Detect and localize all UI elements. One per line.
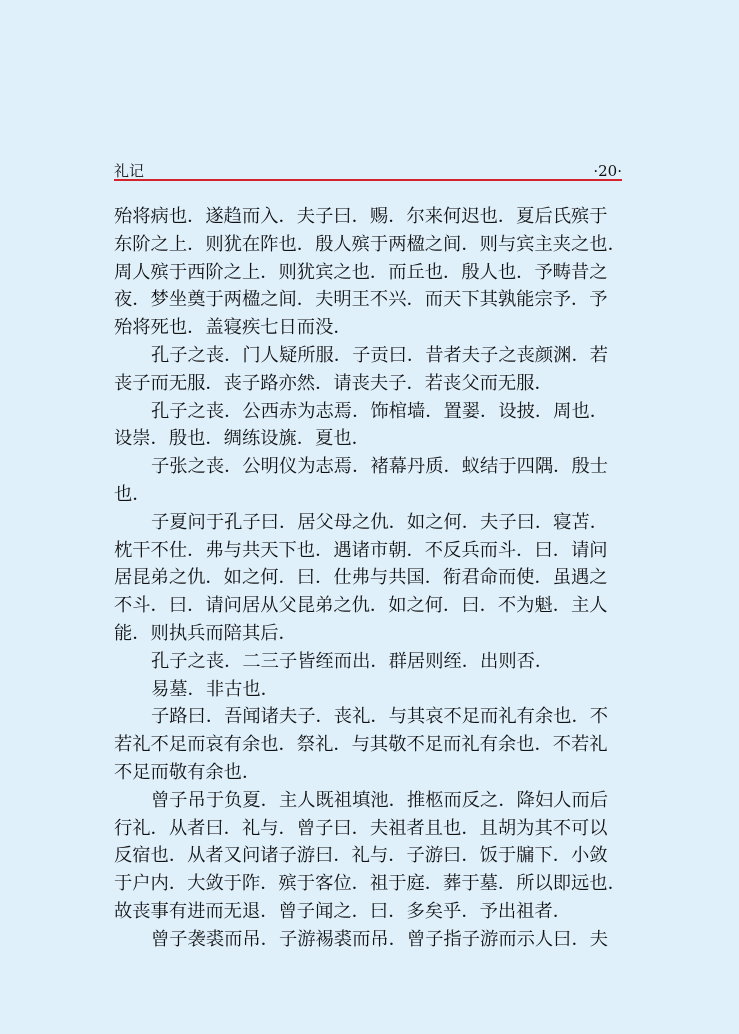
page-number: ·20· [593, 162, 622, 180]
body-text [114, 203, 636, 954]
text-line: 子路曰．吾闻诸夫子．丧礼．与其哀不足而礼有余也．不 [151, 706, 609, 728]
text-line: 曾子吊于负夏．主人既祖填池．推柩而反之．降妇人而后 [151, 789, 609, 811]
text-line: 子夏问于孔子曰．居父母之仇．如之何．夫子曰．寝苫． [151, 511, 609, 533]
text-line: 曾子袭裘而吊．子游裼裘而吊．曾子指子游而示人曰．夫 [151, 928, 609, 950]
text-line: 殆将死也．盖寝疾七日而没． [114, 317, 352, 339]
text-line: 殆将病也．遂趋而入．夫子曰．赐．尔来何迟也．夏后氏殡于 [114, 206, 608, 227]
header-rule [114, 179, 622, 181]
text-line: 枕干不仕．弗与共天下也．遇诸市朝．不反兵而斗．曰．请问 [114, 539, 608, 561]
text-line: 居昆弟之仇．如之何．曰．仕弗与共国．衔君命而使．虽遇之 [114, 567, 608, 589]
text-line: 行礼．从者曰．礼与．曾子曰．夫祖者且也．且胡为其不可以 [114, 817, 608, 839]
text-line: 易墓．非古也． [151, 678, 279, 700]
text-line: 设崇．殷也．绸练设旐．夏也． [114, 428, 370, 450]
text-line: 孔子之丧．公西赤为志焉．饰棺墙．置翣．设披．周也． [151, 400, 609, 422]
text-line: 若礼不足而哀有余也．祭礼．与其敬不足而礼有余也．不若礼 [114, 734, 608, 756]
text-line: 东阶之上．则犹在阼也．殷人殡于两楹之间．则与宾主夹之也． [114, 233, 626, 255]
text-line: 故丧事有进而无退．曾子闻之．曰．多矣乎．予出祖者． [114, 900, 572, 922]
text-line: 孔子之丧．门人疑所服．子贡曰．昔者夫子之丧颜渊．若 [151, 344, 609, 366]
text-line: 不斗．曰．请问居从父昆弟之仇．如之何．曰．不为魁．主人 [114, 595, 608, 617]
text-line: 孔子之丧．二三子皆绖而出．群居则绖．出则否． [151, 650, 554, 672]
book-title: 礼记 [114, 162, 145, 180]
text-line: 夜．梦坐奠于两楹之间．夫明王不兴．而天下其孰能宗予．予 [114, 289, 608, 311]
text-line: 能．则执兵而陪其后． [114, 622, 297, 644]
text-line: 子张之丧．公明仪为志焉．褚幕丹质．蚁结于四隅．殷士 [151, 456, 609, 478]
text-line: 不足而敬有余也． [114, 761, 261, 783]
text-line: 周人殡于西阶之上．则犹宾之也．而丘也．殷人也．予畴昔之 [114, 261, 608, 283]
text-line: 也． [114, 483, 151, 505]
text-line: 于户内．大敛于阼．殡于客位．祖于庭．葬于墓．所以即远也． [114, 873, 626, 895]
text-line: 反宿也．从者又问诸子游曰．礼与．子游曰．饭于牖下．小敛 [114, 845, 608, 867]
text-line: 丧子而无服．丧子路亦然．请丧夫子．若丧父而无服． [114, 372, 553, 394]
